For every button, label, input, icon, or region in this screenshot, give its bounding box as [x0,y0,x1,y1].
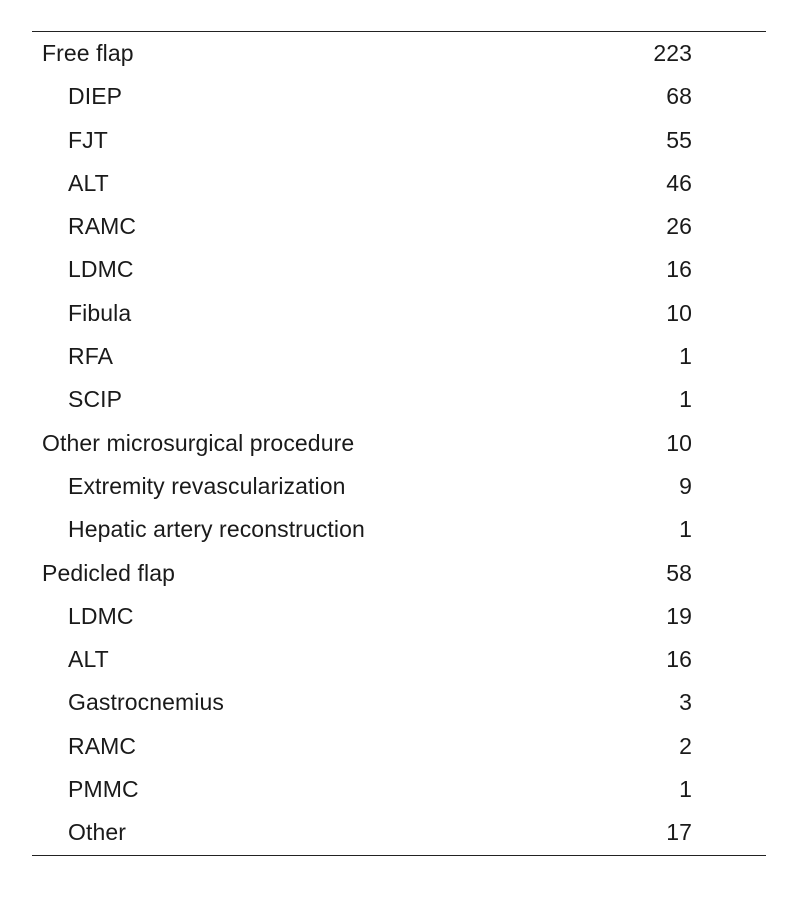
row-label: RAMC [68,213,137,240]
procedure-table [32,31,766,856]
row-label: ALT [68,646,109,673]
row-value: 1 [679,343,692,370]
table-row [32,725,766,768]
row-label: Free flap [42,40,134,66]
row-label: ALT [68,169,109,196]
row-value: 68 [666,83,692,110]
table-row [32,681,766,724]
row-value: 26 [666,213,692,240]
row-value: 1 [679,776,692,803]
row-label: SCIP [68,386,123,413]
table-row [32,595,766,638]
table-row [32,508,766,551]
row-value: 1 [679,516,692,543]
table-row [32,465,766,508]
row-value: 58 [666,559,692,586]
row-label: RAMC [68,732,137,759]
table-row [32,811,766,854]
row-value: 16 [666,256,692,283]
row-label: LDMC [68,256,134,283]
row-value: 223 [653,40,692,66]
table-row [32,292,766,335]
row-value: 9 [679,472,692,499]
row-label: Other [68,819,127,846]
row-label: FJT [68,126,108,153]
row-value: 1 [679,386,692,413]
row-label: LDMC [68,602,134,629]
row-label: Extremity revascularization [68,472,346,499]
table-row [32,768,766,811]
table-row [32,638,766,681]
row-value: 10 [666,429,692,456]
table-body [32,32,766,855]
table-row [32,552,766,595]
row-label: PMMC [68,776,139,803]
table-row [32,422,766,465]
row-value: 3 [679,689,692,716]
row-label: Gastrocnemius [68,689,224,716]
table-row [32,378,766,421]
row-label: Hepatic artery reconstruction [68,516,365,543]
table-row [32,162,766,205]
table-row [32,119,766,162]
row-value: 19 [666,602,692,629]
row-label: Pedicled flap [42,559,175,586]
table-row [32,335,766,378]
row-value: 17 [666,819,692,846]
row-label: DIEP [68,83,123,110]
row-value: 10 [666,299,692,326]
table-row [32,32,766,75]
table-row [32,75,766,118]
row-label: Fibula [68,299,132,326]
row-label: Other microsurgical procedure [42,429,355,456]
table-row [32,248,766,291]
row-value: 55 [666,126,692,153]
row-value: 2 [679,732,692,759]
row-value: 46 [666,169,692,196]
row-value: 16 [666,646,692,673]
row-label: RFA [68,343,114,370]
table-row [32,205,766,248]
